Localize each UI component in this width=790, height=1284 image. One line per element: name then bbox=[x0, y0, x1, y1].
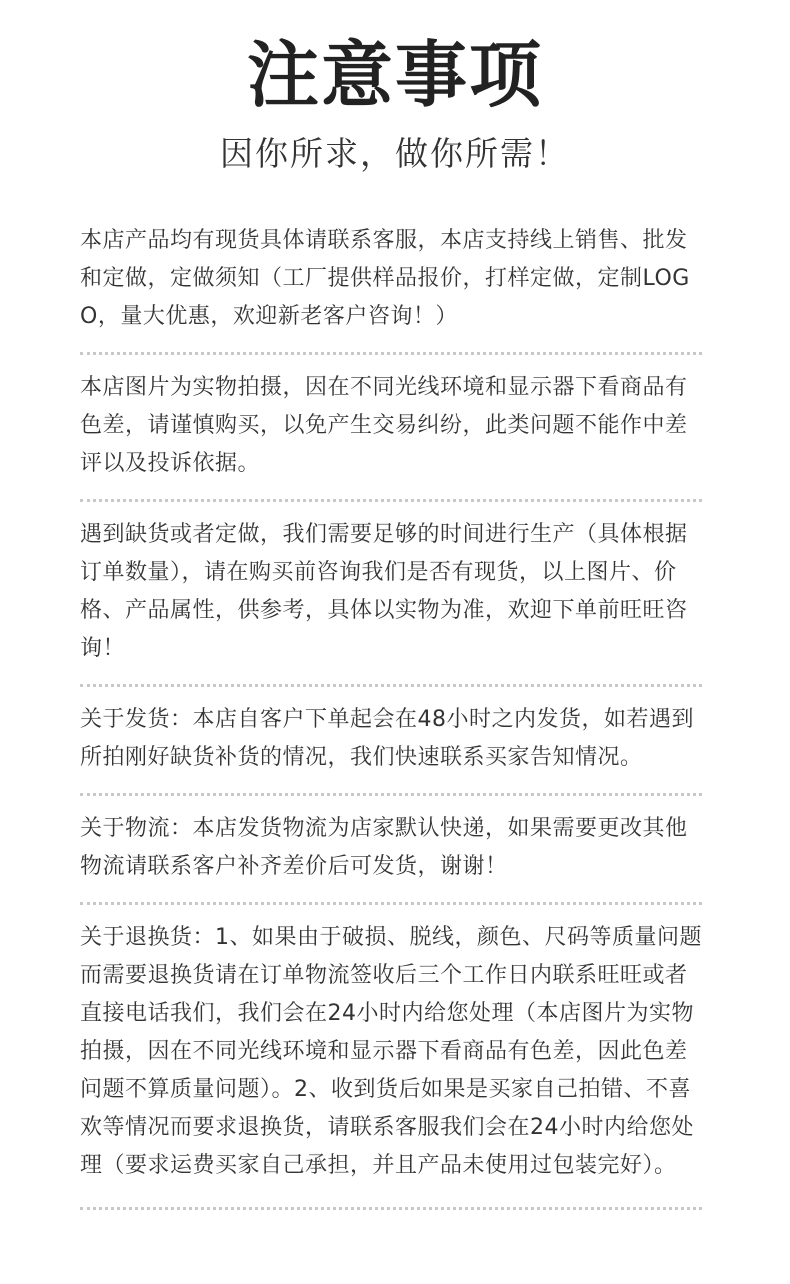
dotted-divider bbox=[80, 499, 702, 502]
notice-content bbox=[80, 222, 702, 1224]
notice-shipping: 关于发货：本店自客户下单起会在48小时之内发货，如若遇到所拍刚好缺货补货的情况，我们快速联系买家告知情况。 bbox=[80, 707, 694, 770]
dotted-divider bbox=[80, 1207, 702, 1210]
page-title: 注意事项 bbox=[246, 33, 543, 117]
notice-color-difference: 本店图片为实物拍摄，因在不同光线环境和显示器下看商品有色差，请谨慎购买，以免产生交易纠纷，此类问题不能作中差评以及投诉依据。 bbox=[80, 375, 688, 476]
notice-returns: 关于退换货：1、如果由于破损、脱线，颜色、尺码等质量问题而需要退换货请在订单物流签收后三个工作日内联系旺旺或者直接电话我们，我们会在24小时内给您处理（本店图片为实物拍摄，因在不同光线环境和显示器下看商品有色差，因此色差问题不算质量问题）。2、收到货后如果是买家自己拍错、不喜欢等情况而要求退换货，请联系客服我们会在24小时内给您处理（要求运费买家自己承担，并且产品未使用过包装完好）。 bbox=[80, 925, 702, 1178]
dotted-divider bbox=[80, 793, 702, 796]
notice-out-of-stock: 遇到缺货或者定做，我们需要足够的时间进行生产（具体根据订单数量），请在购买前咨询我们是否有现货，以上图片、价格、产品属性，供参考，具体以实物为准，欢迎下单前旺旺咨询！ bbox=[80, 522, 688, 661]
dotted-divider bbox=[80, 352, 702, 355]
notice-stock-custom: 本店产品均有现货具体请联系客服，本店支持线上销售、批发和定做，定做须知（工厂提供样品报价，打样定做，定制LOGO，量大优惠，欢迎新老客户咨询！） bbox=[80, 228, 690, 329]
notice-logistics: 关于物流：本店发货物流为店家默认快递，如果需要更改其他物流请联系客户补齐差价后可发货，谢谢！ bbox=[80, 816, 688, 879]
page-subtitle: 因你所求，做你所需！ bbox=[220, 134, 570, 173]
dotted-divider bbox=[80, 684, 702, 687]
dotted-divider bbox=[80, 902, 702, 905]
